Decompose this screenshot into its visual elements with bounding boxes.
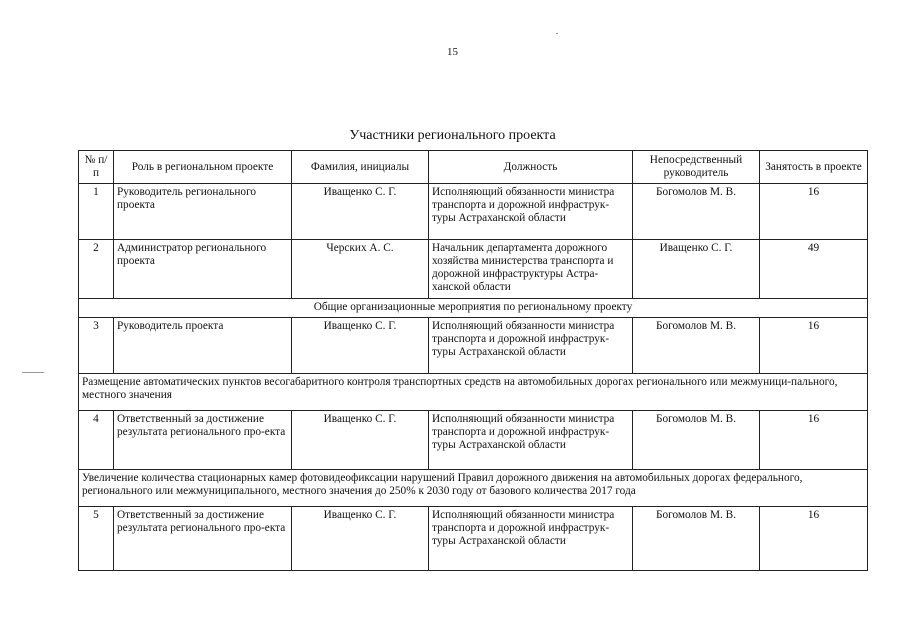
cell-employment: 16 — [760, 318, 868, 374]
section-heading: Общие организационные мероприятия по региональному проекту — [79, 299, 868, 318]
page-number: 15 — [447, 46, 458, 58]
cell-employment: 16 — [760, 507, 868, 571]
cell-name: Черских А. С. — [292, 240, 429, 299]
document-title: Участники регионального проекта — [349, 128, 556, 143]
cell-employment: 16 — [760, 184, 868, 240]
cell-employment: 49 — [760, 240, 868, 299]
cell-role: Администратор регионального проекта — [114, 240, 292, 299]
cell-position: Исполняющий обязанности министра транспорта и дорожной инфраструк-туры Астраханской области — [429, 507, 633, 571]
header-role: Роль в региональном проекте — [114, 151, 292, 184]
cell-name: Иващенко С. Г. — [292, 318, 429, 374]
table-row — [79, 507, 868, 571]
section-heading: Увеличение количества стационарных камер фотовидеофиксации нарушений Правил дорожного движения на автомобильных дорогах федерального, регионального или межмуниципального, местного значения до 250% к 2030 году от базового количества 2017 года — [79, 470, 868, 507]
section-heading: Размещение автоматических пунктов весогабаритного контроля транспортных средств на автомобильных дорогах регионального или межмуници-пального, местного значения — [79, 374, 868, 411]
cell-num: 5 — [79, 507, 114, 571]
cell-num: 4 — [79, 411, 114, 470]
cell-num: 2 — [79, 240, 114, 299]
table-row — [79, 318, 868, 374]
cell-employment: 16 — [760, 411, 868, 470]
cell-position: Исполняющий обязанности министра транспорта и дорожной инфраструк-туры Астраханской области — [429, 184, 633, 240]
header-num: № п/п — [79, 151, 114, 184]
cell-supervisor: Богомолов М. В. — [633, 184, 760, 240]
cell-num: 1 — [79, 184, 114, 240]
cell-role: Ответственный за достижение результата регионального про-екта — [114, 507, 292, 571]
cell-supervisor: Богомолов М. В. — [633, 318, 760, 374]
cell-num: 3 — [79, 318, 114, 374]
section-row — [79, 470, 868, 507]
table-row — [79, 240, 868, 299]
participants-table — [78, 150, 868, 571]
cell-supervisor: Богомолов М. В. — [633, 411, 760, 470]
header-position: Должность — [429, 151, 633, 184]
header-employment: Занятость в проекте — [760, 151, 868, 184]
table-row — [79, 411, 868, 470]
header-name: Фамилия, инициалы — [292, 151, 429, 184]
cell-position: Начальник департамента дорожного хозяйства министерства транспорта и дорожной инфраструктуры Астра-ханской области — [429, 240, 633, 299]
header-supervisor: Непосредственный руководитель — [633, 151, 760, 184]
cell-position: Исполняющий обязанности министра транспорта и дорожной инфраструк-туры Астраханской области — [429, 318, 633, 374]
margin-mark — [22, 372, 44, 373]
cell-role: Руководитель проекта — [114, 318, 292, 374]
cell-name: Иващенко С. Г. — [292, 411, 429, 470]
cell-role: Руководитель регионального проекта — [114, 184, 292, 240]
table-header-row — [79, 151, 868, 184]
cell-supervisor: Иващенко С. Г. — [633, 240, 760, 299]
section-row — [79, 374, 868, 411]
cell-supervisor: Богомолов М. В. — [633, 507, 760, 571]
table-row — [79, 184, 868, 240]
cell-name: Иващенко С. Г. — [292, 184, 429, 240]
cell-name: Иващенко С. Г. — [292, 507, 429, 571]
cell-position: Исполняющий обязанности министра транспорта и дорожной инфраструк-туры Астраханской области — [429, 411, 633, 470]
margin-mark — [556, 33, 558, 34]
cell-role: Ответственный за достижение результата регионального про-екта — [114, 411, 292, 470]
section-row — [79, 299, 868, 318]
